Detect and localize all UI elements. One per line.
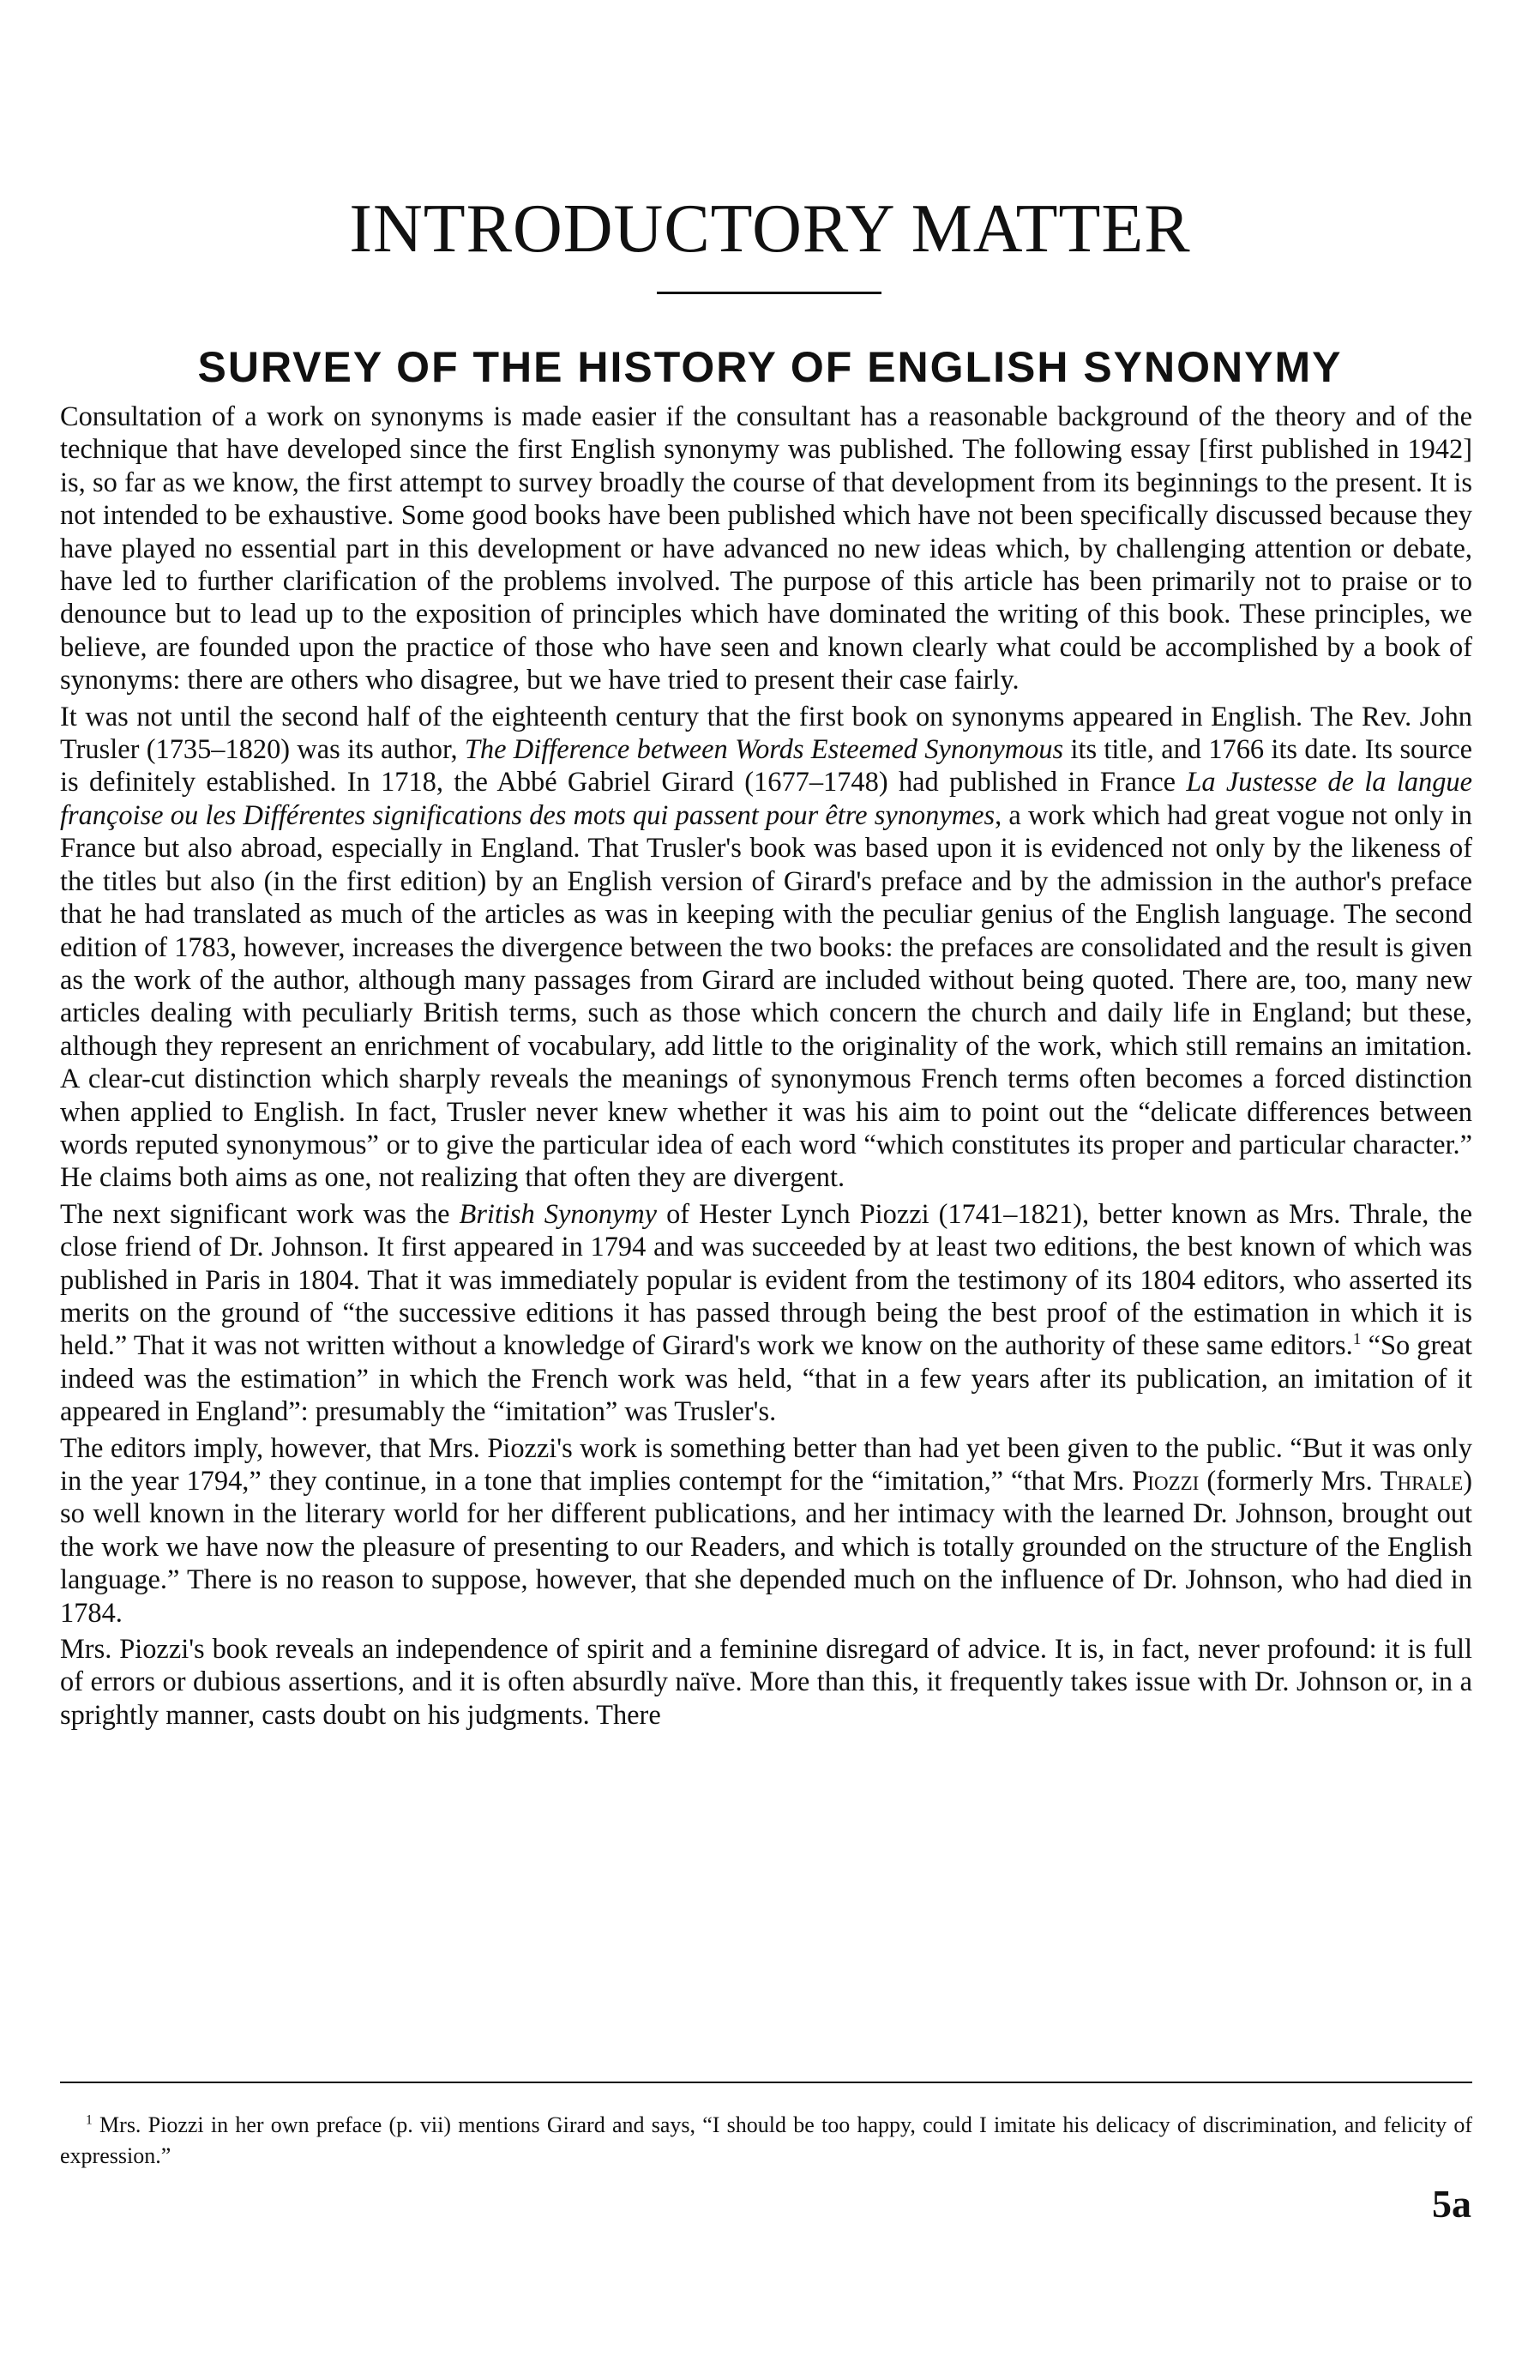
paragraph-4: The editors imply, however, that Mrs. Piozzi's work is something better than had yet been given to the public. “But it was only in the year 1794,” they continue, in a tone that implies contempt for the “imitation,” “that Mrs. Piozzi (formerly Mrs. Thrale) so well known in the literary world for her different publications, and her intimacy with the learned Dr. Johnson, brought out the work we have now the pleasure of presenting to our Readers, and which is totally grounded on the structure of the English language.” There is no reason to suppose, however, that she depended much on the influence of Dr. Johnson, who had died in 1784. bbox=[60, 1432, 1472, 1629]
paragraph-5: Mrs. Piozzi's book reveals an independence of spirit and a feminine disregard of advice. It is, in fact, never profound: it is full of errors or dubious assertions, and it is often absurdly naïve. More than this, it frequently takes issue with Dr. Johnson or, in a sprightly manner, casts doubt on his judgments. There bbox=[60, 1634, 1472, 1731]
title-divider bbox=[657, 292, 881, 294]
paragraph-2: It was not until the second half of the eighteenth century that the first book on synonyms appeared in English. The Rev. John Trusler (1735–1820) was its author, The Difference between Words Esteemed Synonymous its title, and 1766 its date. Its source is definitely established. In 1718, the Abbé Gabriel Girard (1677–1748) had published in France La Justesse de la langue françoise ou les Différentes significations des mots qui passent pour être synonymes, a work which had great vogue not only in France but also abroad, especially in England. That Trusler's book was based upon it is evidenced not only by the likeness of the titles but also (in the first edition) by an English version of Girard's preface and by the admission in the author's preface that he had translated as much of the articles as was in keeping with the peculiar genius of the English language. The second edition of 1783, however, increases the divergence between the two books: the prefaces are consolidated and the result is given as the work of the author, although many passages from Girard are included without being quoted. There are, too, many new articles dealing with peculiarly British terms, such as those which concern the church and daily life in England; but these, although they represent an enrichment of vocabulary, add little to the originality of the work, which still remains an imitation. A clear-cut distinction which sharply reveals the meanings of synonymous French terms often becomes a forced distinction when applied to English. In fact, Trusler never knew whether it was his aim to point out the “delicate differences between words reputed synonymous” or to give the particular idea of each word “which constitutes its proper and particular character.” He claims both aims as one, not realizing that often they are divergent. bbox=[60, 701, 1472, 1194]
book-title-girard: La Justesse de la langue françoise ou les Différentes significations des mots qui passent pour être synonymes bbox=[60, 767, 1472, 831]
small-caps-piozzi: Piozzi bbox=[1132, 1466, 1200, 1497]
page-title: INTRODUCTORY MATTER bbox=[349, 191, 1191, 267]
book-title-british-synonymy: British Synonymy bbox=[459, 1198, 658, 1230]
footnote-marker: 1 bbox=[86, 2112, 93, 2128]
footnote: $^1$ Mrs. Piozzi in her own preface (p. vii) mentions Girard and says, “I should be too happy, could I imitate his delicacy of discrimination, and felicity of expression.” bbox=[60, 2112, 1472, 2168]
body-text bbox=[60, 401, 1472, 1732]
footnote-divider bbox=[60, 2082, 1472, 2083]
book-title-trusler: The Difference between Words Esteemed Synonymous bbox=[464, 734, 1064, 766]
small-caps-thrale: Thrale bbox=[1380, 1466, 1464, 1497]
page-number: 5a bbox=[1432, 2182, 1471, 2226]
paragraph-1: Consultation of a work on synonyms is made easier if the consultant has a reasonable background of the theory and of the technique that have developed since the first English synonymy was published. The following essay [first published in 1942] is, so far as we know, the first attempt to survey broadly the course of that development from its beginnings to the present. It is not intended to be exhaustive. Some good books have been published which have not been specifically discussed because they have played no essential part in this development or have advanced no new ideas which, by challenging attention or debate, have led to further clarification of the problems involved. The purpose of this article has been primarily not to praise or to denounce but to lead up to the exposition of principles which have dominated the writing of this book. These principles, we believe, are founded upon the practice of those who have seen and known clearly what could be accomplished by a book of synonyms: there are others who disagree, but we have tried to present their case fairly. bbox=[60, 401, 1472, 696]
section-subtitle: SURVEY OF THE HISTORY OF ENGLISH SYNONYMY bbox=[197, 343, 1343, 391]
paragraph-3: The next significant work was the British Synonymy of Hester Lynch Piozzi (1741–1821), better known as Mrs. Thrale, the close friend of Dr. Johnson. It first appeared in 1794 and was succeeded by at least two editions, the best known of which was published in Paris in 1804. That it was immediately popular is evident from the testimony of its 1804 editors, who asserted its merits on the ground of “the successive editions it has passed through being the best proof of the estimation in which it is held.” That it was not written without a knowledge of Girard's work we know on the authority of these same editors.$^1$ “So great indeed was the estimation” in which the French work was held, “that in a few years after its publication, an imitation of it appeared in England”: presumably the “imitation” was Trusler's. bbox=[60, 1198, 1472, 1428]
footnote-reference[interactable]: 1 bbox=[1352, 1330, 1362, 1349]
